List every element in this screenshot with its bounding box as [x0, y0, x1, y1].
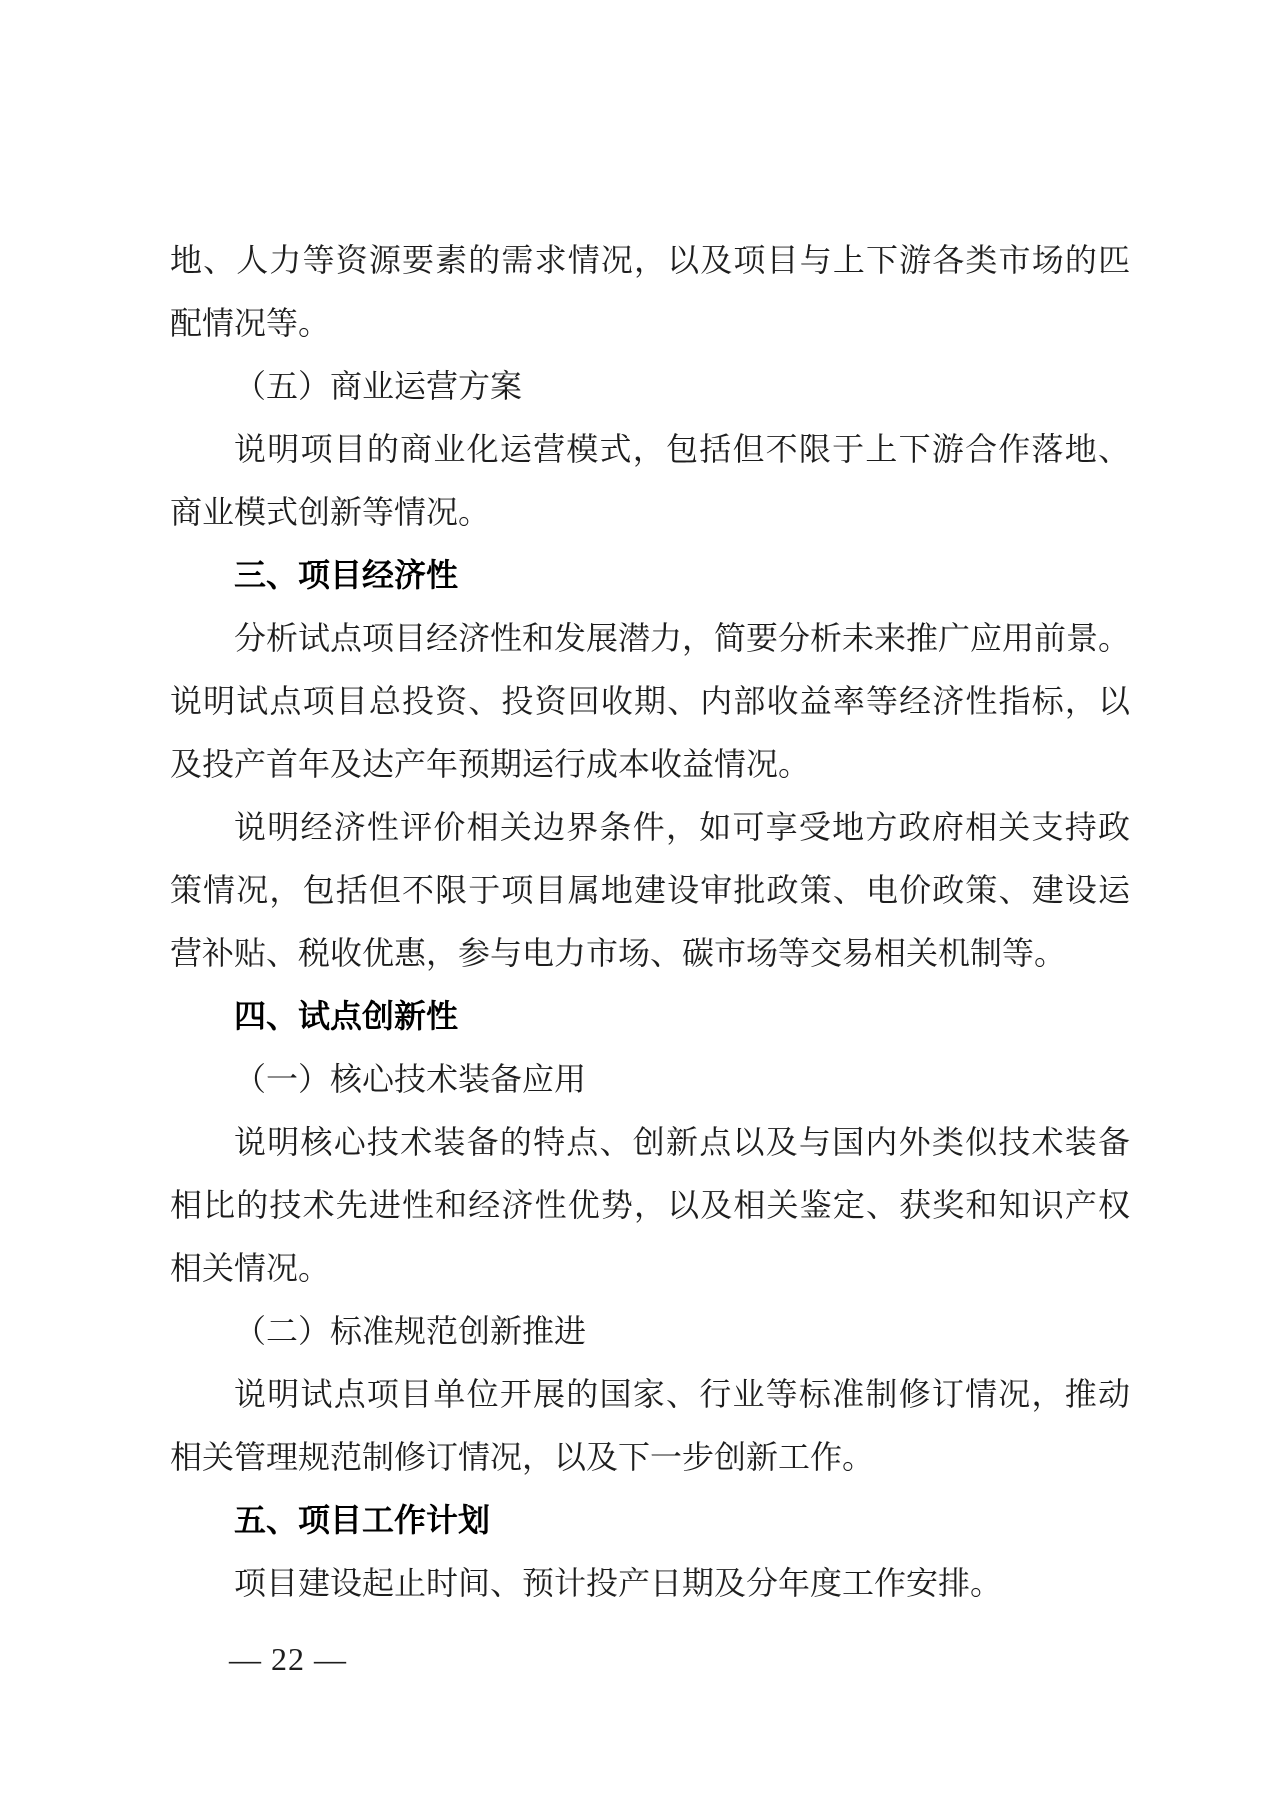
- paragraph-line: 商业模式创新等情况。: [170, 494, 491, 530]
- paragraph-line: 策情况，包括但不限于项目属地建设审批政策、电价政策、建设运: [170, 872, 1130, 908]
- section-heading: [170, 544, 1130, 607]
- sub-heading: [170, 355, 1130, 418]
- paragraph-line: 及投产首年及达产年预期运行成本收益情况。: [170, 746, 811, 782]
- page-number-text: — 22 —: [229, 1641, 347, 1677]
- paragraph: [170, 1363, 1130, 1489]
- paragraph-line: 地、人力等资源要素的需求情况，以及项目与上下游各类市场的匹: [170, 242, 1130, 278]
- paragraph: [170, 418, 1130, 544]
- sub-heading-line: （五）商业运营方案: [234, 368, 523, 404]
- paragraph-line: 项目建设起止时间、预计投产日期及分年度工作安排。: [234, 1565, 1003, 1601]
- section-heading: [170, 985, 1130, 1048]
- sub-heading: [170, 1300, 1130, 1363]
- section-heading-line: 四、试点创新性: [234, 998, 459, 1034]
- section-heading: [170, 1489, 1130, 1552]
- page-number: [229, 1637, 347, 1681]
- section-heading-line: 五、项目工作计划: [234, 1502, 491, 1538]
- paragraph-line: 分析试点项目经济性和发展潜力，简要分析未来推广应用前景。: [234, 620, 1131, 656]
- paragraph-line: 配情况等。: [170, 305, 331, 341]
- paragraph-line: 相比的技术先进性和经济性优势，以及相关鉴定、获奖和知识产权: [170, 1187, 1130, 1223]
- paragraph-line: 相关情况。: [170, 1250, 331, 1286]
- paragraph: [170, 229, 1130, 355]
- paragraph-line: 相关管理规范制修订情况，以及下一步创新工作。: [170, 1439, 875, 1475]
- paragraph-line: 说明试点项目单位开展的国家、行业等标准制修订情况，推动: [234, 1376, 1130, 1412]
- paragraph-line: 说明经济性评价相关边界条件，如可享受地方政府相关支持政: [234, 809, 1130, 845]
- paragraph: [170, 607, 1130, 796]
- document-body: [170, 229, 1130, 1615]
- paragraph-line: 说明项目的商业化运营模式，包括但不限于上下游合作落地、: [234, 431, 1130, 467]
- sub-heading-line: （一）核心技术装备应用: [234, 1061, 587, 1097]
- section-heading-line: 三、项目经济性: [234, 557, 459, 593]
- paragraph: [170, 1111, 1130, 1300]
- paragraph: [170, 796, 1130, 985]
- paragraph-line: 说明试点项目总投资、投资回收期、内部收益率等经济性指标，以: [170, 683, 1130, 719]
- paragraph: [170, 1552, 1130, 1615]
- paragraph-line: 说明核心技术装备的特点、创新点以及与国内外类似技术装备: [234, 1124, 1130, 1160]
- sub-heading-line: （二）标准规范创新推进: [234, 1313, 587, 1349]
- paragraph-line: 营补贴、税收优惠，参与电力市场、碳市场等交易相关机制等。: [170, 935, 1067, 971]
- sub-heading: [170, 1048, 1130, 1111]
